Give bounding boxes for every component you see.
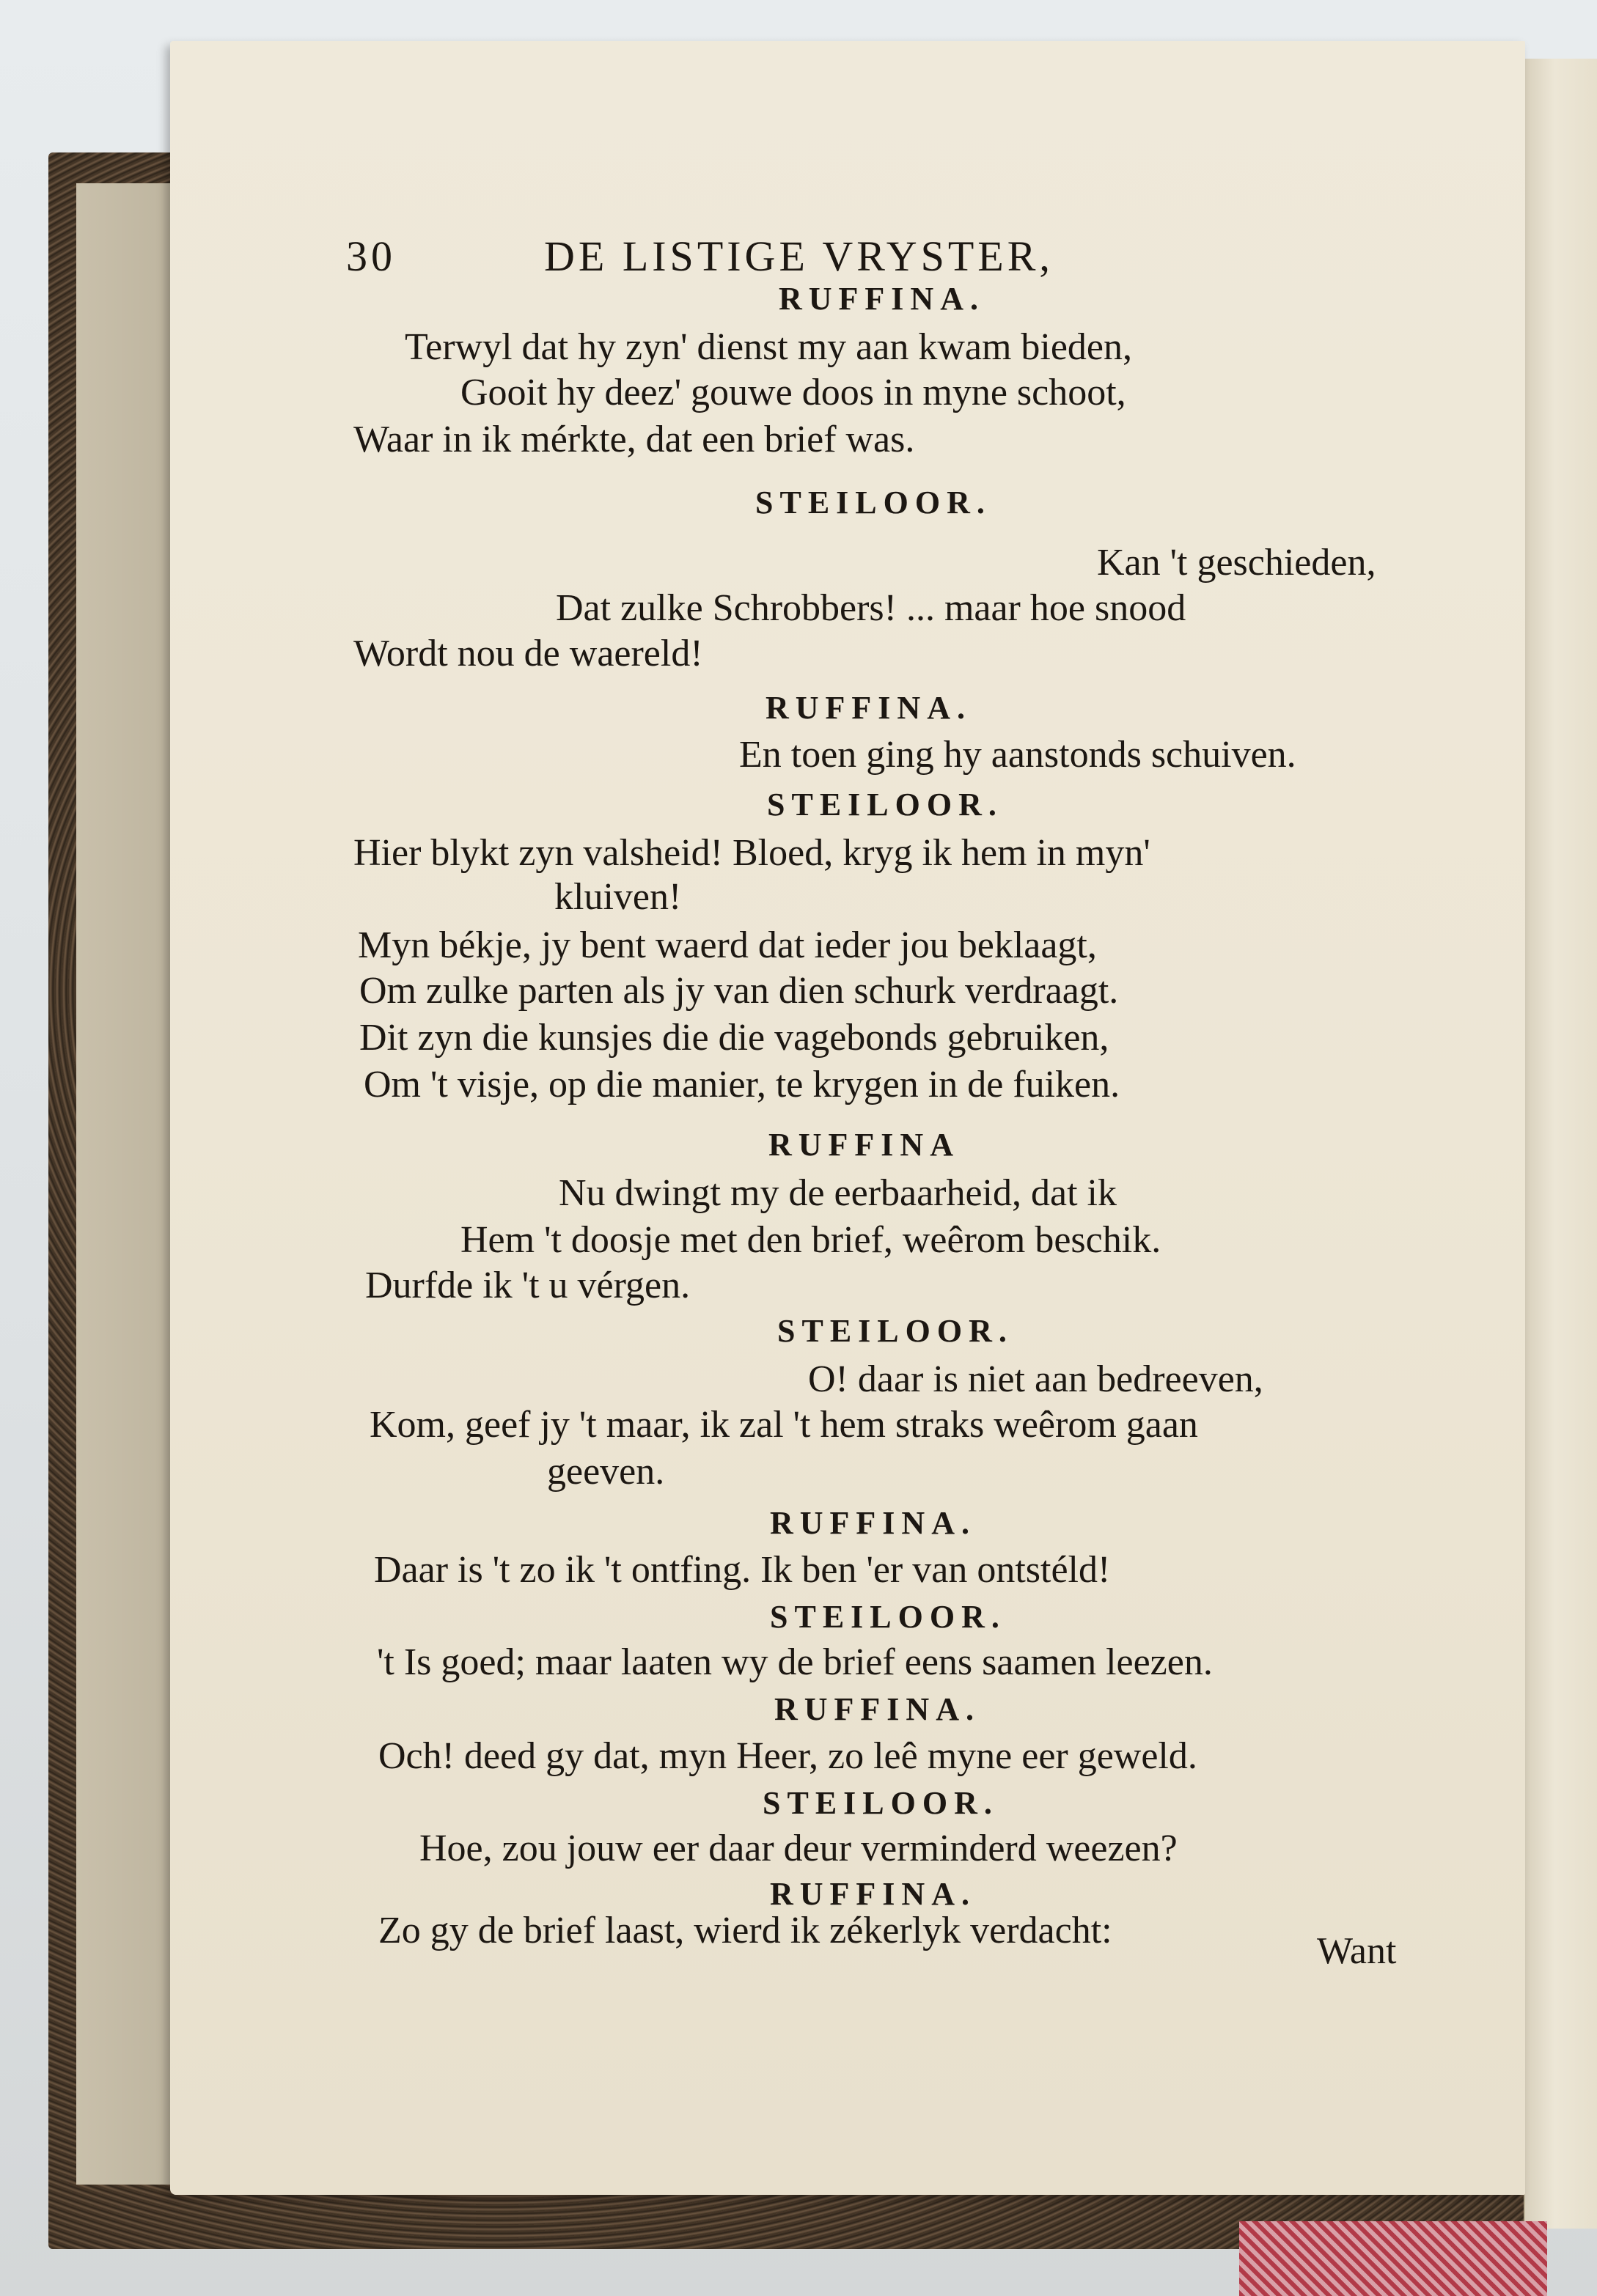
speaker-name: STEILOOR. [763, 1785, 999, 1821]
verse-line: Kom, geef jy 't maar, ik zal 't hem straks weêrom gaan [370, 1404, 1198, 1446]
verse-line: Waar in ik mérkte, dat een brief was. [353, 419, 915, 460]
speaker-name: RUFFINA. [774, 1691, 980, 1727]
verse-line: Myn békje, jy bent waerd dat ieder jou beklaagt, [358, 924, 1097, 966]
speaker-name: STEILOOR. [770, 1599, 1006, 1635]
verse-line: Om zulke parten als jy van dien schurk verdraagt. [359, 970, 1119, 1012]
verse-line: Terwyl dat hy zyn' dienst my aan kwam bieden, [405, 326, 1133, 368]
verse-line: Kan 't geschieden, [1097, 542, 1376, 584]
book-page [170, 41, 1525, 2195]
verse-line: Om 't visje, op die manier, te krygen in de fuiken. [364, 1064, 1120, 1105]
verse-line: En toen ging hy aanstonds schuiven. [739, 734, 1296, 776]
verse-line: Och! deed gy dat, myn Heer, zo leê myne eer geweld. [378, 1735, 1197, 1777]
verse-line: Durfde ik 't u vérgen. [365, 1265, 691, 1306]
speaker-name: STEILOOR. [755, 485, 991, 520]
speaker-name: RUFFINA [768, 1127, 960, 1163]
verse-line: Hier blykt zyn valsheid! Bloed, kryg ik hem in myn' [353, 832, 1150, 874]
verse-line: Zo gy de brief laast, wierd ik zékerlyk verdacht: [378, 1910, 1112, 1951]
speaker-name: RUFFINA. [770, 1876, 976, 1912]
speaker-name: STEILOOR. [767, 787, 1003, 823]
verse-line: Hoe, zou jouw eer daar deur verminderd weezen? [419, 1828, 1178, 1869]
speaker-name: RUFFINA. [766, 690, 972, 726]
catchword: Want [1317, 1930, 1397, 1972]
facing-page-edge [1524, 59, 1597, 2229]
verse-line: Daar is 't zo ik 't ontfing. Ik ben 'er van ontstéld! [374, 1549, 1111, 1591]
verse-line: Wordt nou de waereld! [353, 633, 703, 674]
verse-line: O! daar is niet aan bedreeven, [808, 1358, 1263, 1400]
speaker-name: STEILOOR. [777, 1313, 1013, 1349]
verse-line: Nu dwingt my de eerbaarheid, dat ik [559, 1172, 1117, 1214]
verse-line: Dit zyn die kunsjes die die vagebonds gebruiken, [359, 1017, 1109, 1059]
verse-line: geeven. [547, 1451, 665, 1493]
book-red-edge [1239, 2221, 1547, 2296]
verse-line: Hem 't doosje met den brief, weêrom beschik. [460, 1219, 1161, 1261]
verse-line: Dat zulke Schrobbers! ... maar hoe snood [556, 587, 1186, 629]
verse-line: Gooit hy deez' gouwe doos in myne schoot, [460, 372, 1126, 413]
verse-line: kluiven! [554, 876, 682, 918]
speaker-name: RUFFINA. [770, 1505, 976, 1541]
page-number: 30 [346, 232, 396, 280]
speaker-name: RUFFINA. [779, 281, 985, 317]
running-title: DE LISTIGE VRYSTER, [544, 232, 1054, 280]
verse-line: 't Is goed; maar laaten wy de brief eens saamen leezen. [377, 1641, 1213, 1683]
